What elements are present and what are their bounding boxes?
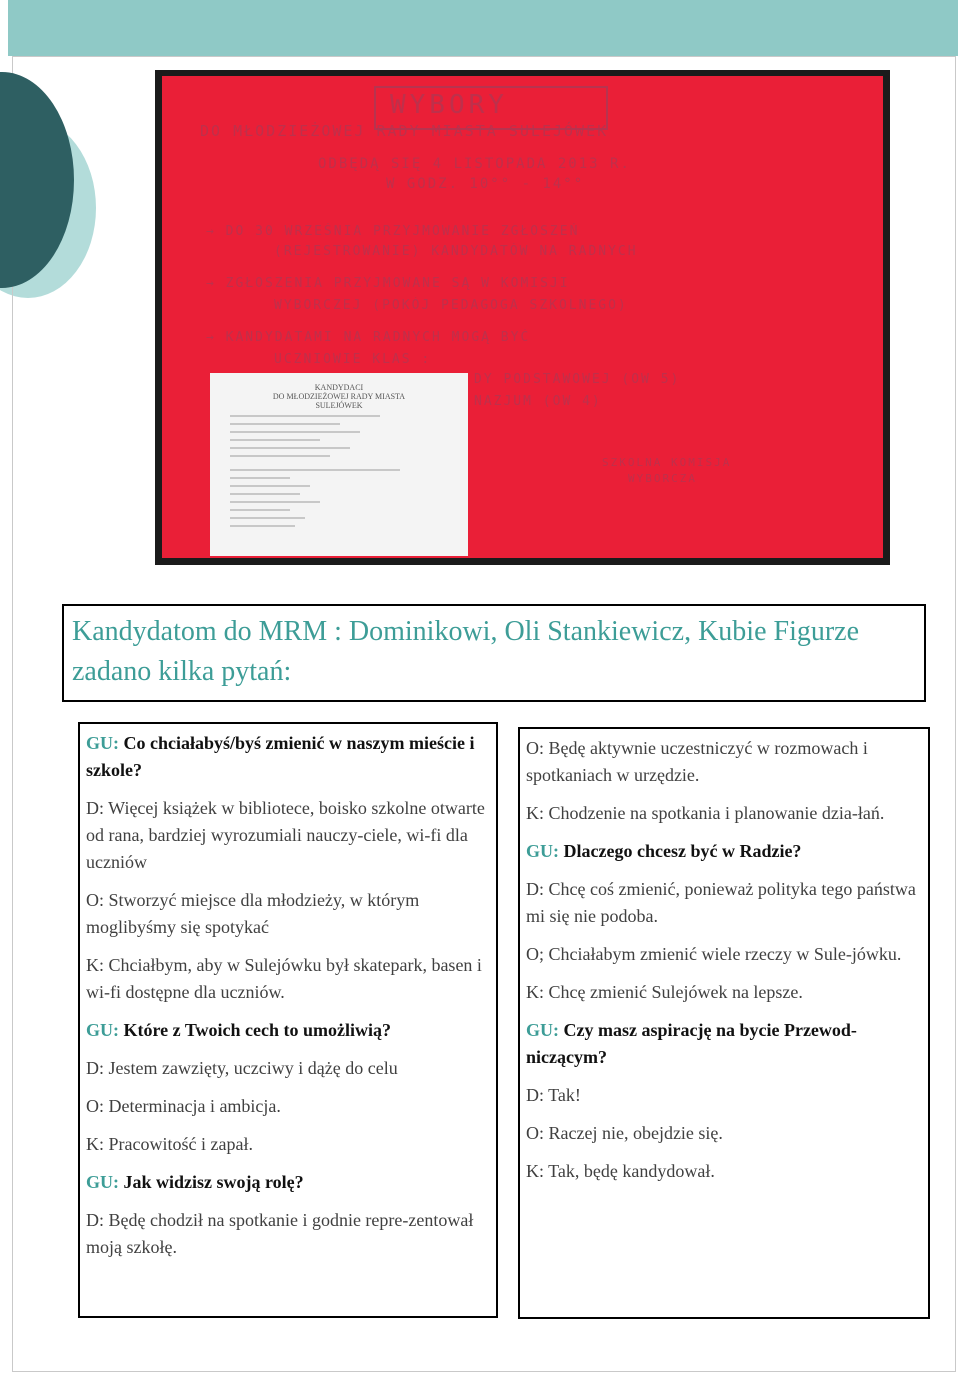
paper-text-line (230, 509, 290, 511)
answer: K: Chcę zmienić Sulejówek na lepsze. (526, 982, 803, 1002)
speaker-label: GU: (526, 841, 559, 861)
paper-text-line (230, 415, 380, 417)
poster-line: (REJESTROWANIE) KANDYDATÓW NA RADNYCH (274, 244, 638, 259)
poster-line: → DO 30 WRZEŚNIA PRZYJMOWANIE ZGŁOSZEŃ (206, 224, 580, 239)
answer: K: Chciałbym, aby w Sulejówku był skatepark, basen i wi-fi dostępne dla uczniów. (86, 955, 482, 1002)
speaker-label: GU: (526, 1020, 559, 1040)
paper-heading: KANDYDACI (314, 383, 364, 392)
paper-text-line (230, 431, 360, 433)
paper-text-line (230, 423, 340, 425)
answer: O: Będę aktywnie uczestniczyć w rozmowach i spotkaniach w urzędzie. (526, 738, 868, 785)
interview-column-left (78, 722, 498, 1318)
poster-line: ODBĘDĄ SIĘ 4 LISTOPADA 2013 R. (318, 156, 631, 172)
paper-heading: SULEJÓWEK (315, 401, 363, 410)
poster-line: UCZNIOWIE KLAS : (274, 352, 432, 367)
answer: K: Pracowitość i zapał. (86, 1134, 253, 1154)
poster-title: WYBORY (390, 90, 508, 120)
poster-line: DO MŁODZIEŻOWEJ RADY MIASTA SULEJÓWEK (200, 122, 609, 140)
answer: K: Tak, będę kandydował. (526, 1161, 715, 1181)
speaker-label: GU: (86, 733, 119, 753)
paper-text-line (230, 447, 350, 449)
paper-text-line (230, 477, 290, 479)
answer: O: Stworzyć miejsce dla młodzieży, w którym moglibyśmy się spotykać (86, 890, 420, 937)
paper-text-line (230, 485, 310, 487)
poster-line: WYBORCZA (628, 472, 697, 485)
poster-line: SZKOLNA KOMISJA (602, 456, 732, 469)
question-text: Dlaczego chcesz być w Radzie? (563, 841, 802, 861)
candidate-list-paper (210, 373, 468, 556)
paper-text-line (230, 439, 320, 441)
poster-photo (155, 70, 890, 565)
answer: D: Jestem zawzięty, uczciwy i dążę do celu (86, 1058, 398, 1078)
question-text: Co chciałabyś/byś zmienić w naszym mieście i szkole? (86, 733, 475, 780)
answer: O: Determinacja i ambicja. (86, 1096, 281, 1116)
poster-line: → ZGŁOSZENIA PRZYJMOWANE SĄ W KOMISJI (206, 276, 570, 291)
poster-line: DY PODSTAWOWEJ (OW 5) (474, 372, 681, 387)
paper-text-line (230, 517, 305, 519)
paper-text-line (230, 501, 320, 503)
poster-line: W GODZ. 10°° - 14°° (386, 176, 585, 192)
answer: O: Raczej nie, obejdzie się. (526, 1123, 723, 1143)
poster-line: WYBORCZEJ (POKÓJ PEDAGOGA SZKOLNEGO) (274, 298, 628, 313)
question-text: Czy masz aspirację na bycie Przewod-niczącym? (526, 1020, 857, 1067)
top-accent-bar (8, 0, 958, 56)
question (86, 1017, 490, 1044)
paper-text-line (230, 455, 330, 457)
poster-red-background (162, 76, 883, 558)
paper-heading: DO MŁODZIEŻOWEJ RADY MIASTA (272, 392, 406, 401)
answer: D: Więcej książek w bibliotece, boisko szkolne otwarte od rana, bardziej wyrozumiali nauczy-ciele, wi-fi dla uczniów (86, 798, 485, 872)
article-heading: Kandydatom do MRM : Dominikowi, Oli Stankiewicz, Kubie Figurze zadano kilka pytań: (72, 616, 860, 687)
interview-column-right (518, 727, 930, 1319)
question (86, 1169, 490, 1196)
answer: D: Tak! (526, 1085, 581, 1105)
answer: D: Będę chodził na spotkanie i godnie repre-zentował moją szkołę. (86, 1210, 474, 1257)
question (526, 838, 922, 865)
poster-line: → KANDYDATAMI NA RADNYCH MOGĄ BYĆ (206, 330, 531, 345)
question (86, 730, 490, 784)
paper-text-line (230, 525, 295, 527)
speaker-label: GU: (86, 1020, 119, 1040)
paper-text-line (230, 469, 400, 471)
question-text: Które z Twoich cech to umożliwią? (123, 1020, 391, 1040)
poster-line: NAZJUM (OW 4) (474, 394, 602, 409)
speaker-label: GU: (86, 1172, 119, 1192)
answer: D: Chcę coś zmienić, ponieważ polityka tego państwa mi się nie podoba. (526, 879, 916, 926)
question-text: Jak widzisz swoją rolę? (123, 1172, 304, 1192)
article-heading-box (62, 604, 926, 702)
answer: K: Chodzenie na spotkania i planowanie dzia-łań. (526, 803, 885, 823)
question (526, 1017, 922, 1071)
answer: O; Chciałabym zmienić wiele rzeczy w Sule-jówku. (526, 944, 902, 964)
paper-text-line (230, 493, 300, 495)
